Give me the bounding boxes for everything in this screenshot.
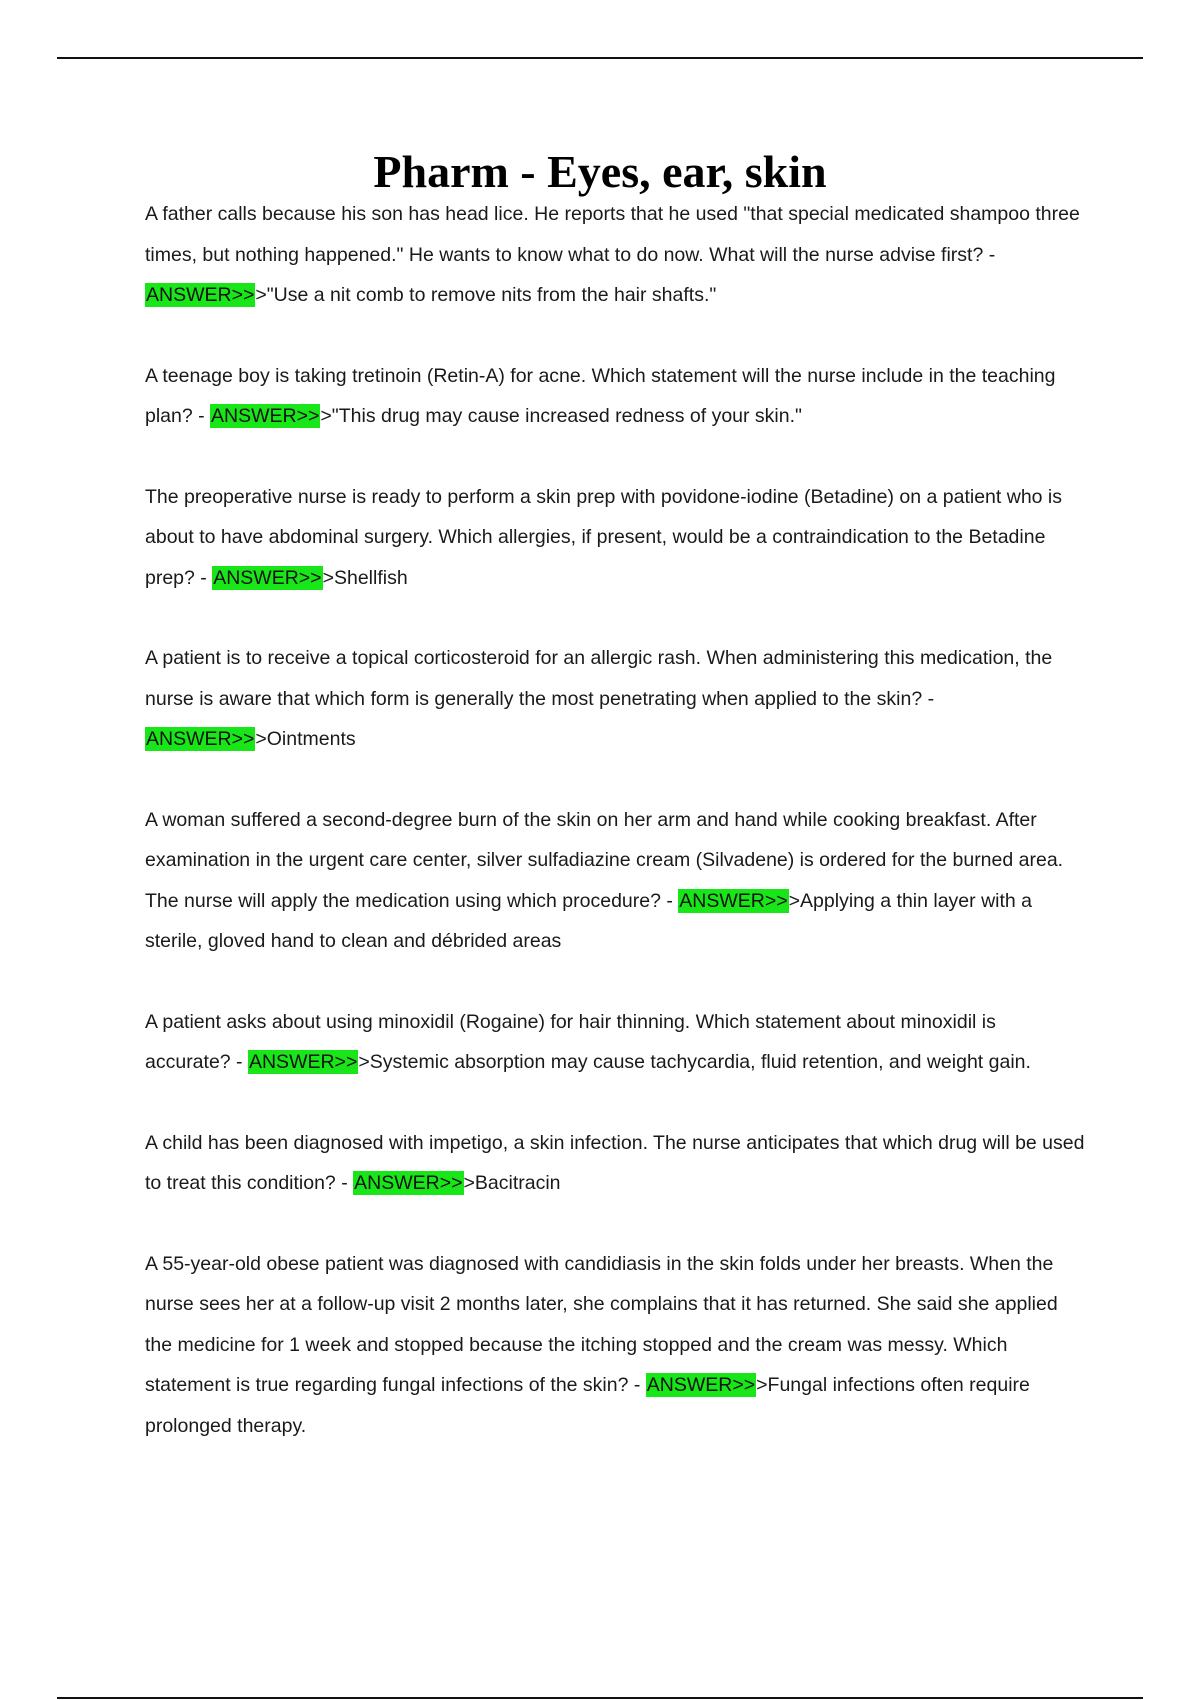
footer-rule xyxy=(57,1697,1143,1699)
qa-item xyxy=(145,1002,1085,1083)
answer-text: >Fungal infections often require prolonged therapy. xyxy=(145,1374,1030,1437)
question-text: The preoperative nurse is ready to perform a skin prep with povidone-iodine (Betadine) on a patient who is about to have abdominal surgery. Which allergies, if present, would be a contraindication to the Betadine prep? - xyxy=(145,485,1063,589)
answer-highlight: ANSWER>> xyxy=(646,1374,756,1396)
answer-text: >Ointments xyxy=(255,728,356,750)
question-text: A child has been diagnosed with impetigo, a skin infection. The nurse anticipates that which drug will be used to treat this condition? - xyxy=(145,1131,1085,1194)
answer-text: >Applying a thin layer with a sterile, gloved hand to clean and débrided areas xyxy=(145,889,1033,952)
qa-item xyxy=(145,194,1085,316)
question-text: A father calls because his son has head lice. He reports that he used "that special medicated shampoo three times, but nothing happened." He wants to know what to do now. What will the nurse advise first? - xyxy=(145,203,1080,266)
question-text: A teenage boy is taking tretinoin (Retin-A) for acne. Which statement will the nurse include in the teaching plan? - xyxy=(145,364,1056,427)
header-rule xyxy=(57,57,1143,59)
answer-text: >Bacitracin xyxy=(463,1172,561,1194)
qa-item xyxy=(145,800,1085,962)
answer-text: >Shellfish xyxy=(322,566,408,589)
question-text: A patient asks about using minoxidil (Rogaine) for hair thinning. Which statement about minoxidil is accurate? - xyxy=(145,1010,996,1073)
qa-item xyxy=(145,1244,1085,1447)
qa-item xyxy=(145,638,1085,760)
answer-highlight: ANSWER>> xyxy=(679,889,788,912)
answer-highlight: ANSWER>> xyxy=(211,405,320,427)
answer-text: >"This drug may cause increased redness of your skin." xyxy=(320,405,802,427)
answer-highlight: ANSWER>> xyxy=(213,566,322,589)
question-text: A woman suffered a second-degree burn of the skin on her arm and hand while cooking breakfast. After examination in the urgent care center, silver sulfadiazine cream (Silvadene) is ordered for the burned area. The nurse will apply the medication using which procedure? - xyxy=(145,808,1064,912)
question-text: A patient is to receive a topical corticosteroid for an allergic rash. When administering this medication, the nurse is aware that which form is generally the most penetrating when applied to the skin? - xyxy=(145,647,1053,710)
answer-text: >Systemic absorption may cause tachycardia, fluid retention, and weight gain. xyxy=(358,1051,1031,1073)
answer-highlight: ANSWER>> xyxy=(146,728,255,750)
qa-item xyxy=(145,1123,1085,1204)
qa-list xyxy=(145,194,1085,1486)
qa-item xyxy=(145,356,1085,437)
qa-item xyxy=(145,477,1085,599)
answer-highlight: ANSWER>> xyxy=(146,284,255,306)
question-text: A 55-year-old obese patient was diagnosed with candidiasis in the skin folds under her breasts. When the nurse sees her at a follow-up visit 2 months later, she complains that it has returned. She said she applied the medicine for 1 week and stopped because the itching stopped and the cream was messy. Which statement is true regarding fungal infections of the skin? - xyxy=(145,1252,1058,1396)
answer-text: >"Use a nit comb to remove nits from the hair shafts." xyxy=(255,284,717,306)
page-title: Pharm - Eyes, ear, skin xyxy=(373,146,827,197)
answer-highlight: ANSWER>> xyxy=(248,1051,358,1073)
answer-highlight: ANSWER>> xyxy=(354,1172,463,1194)
